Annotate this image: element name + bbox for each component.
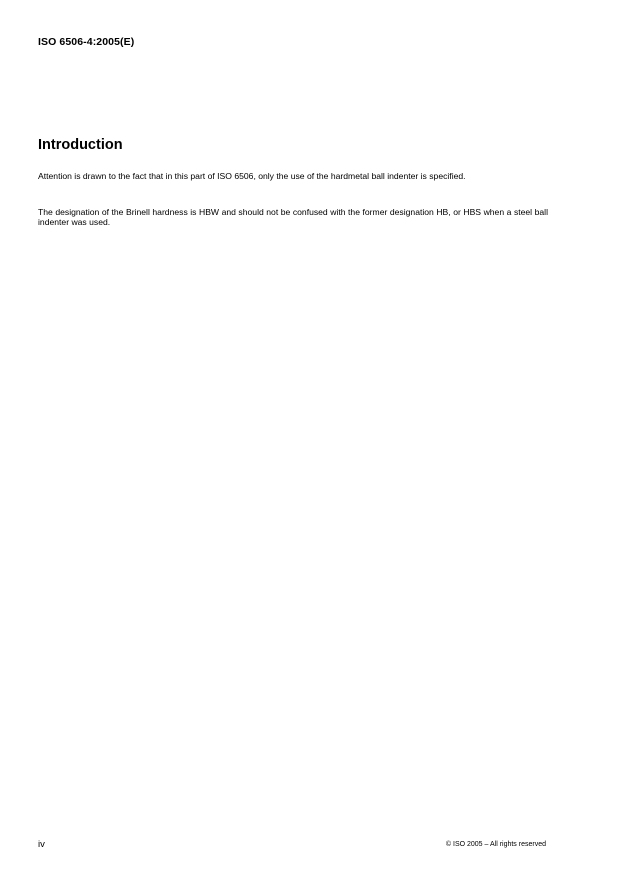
document-id-header: ISO 6506-4:2005(E) bbox=[38, 36, 135, 48]
introduction-paragraph: Attention is drawn to the fact that in this part of ISO 6506, only the use of the hardmetal ball indenter is specified. bbox=[38, 171, 466, 181]
copyright-notice: © ISO 2005 – All rights reserved bbox=[445, 841, 546, 848]
introduction-paragraph: The designation of the Brinell hardness is HBW and should not be confused with the former designation HB, or HBS when a steel ball indenter was used. bbox=[38, 207, 548, 228]
page-number: iv bbox=[38, 839, 45, 850]
section-title: Introduction bbox=[38, 137, 123, 153]
